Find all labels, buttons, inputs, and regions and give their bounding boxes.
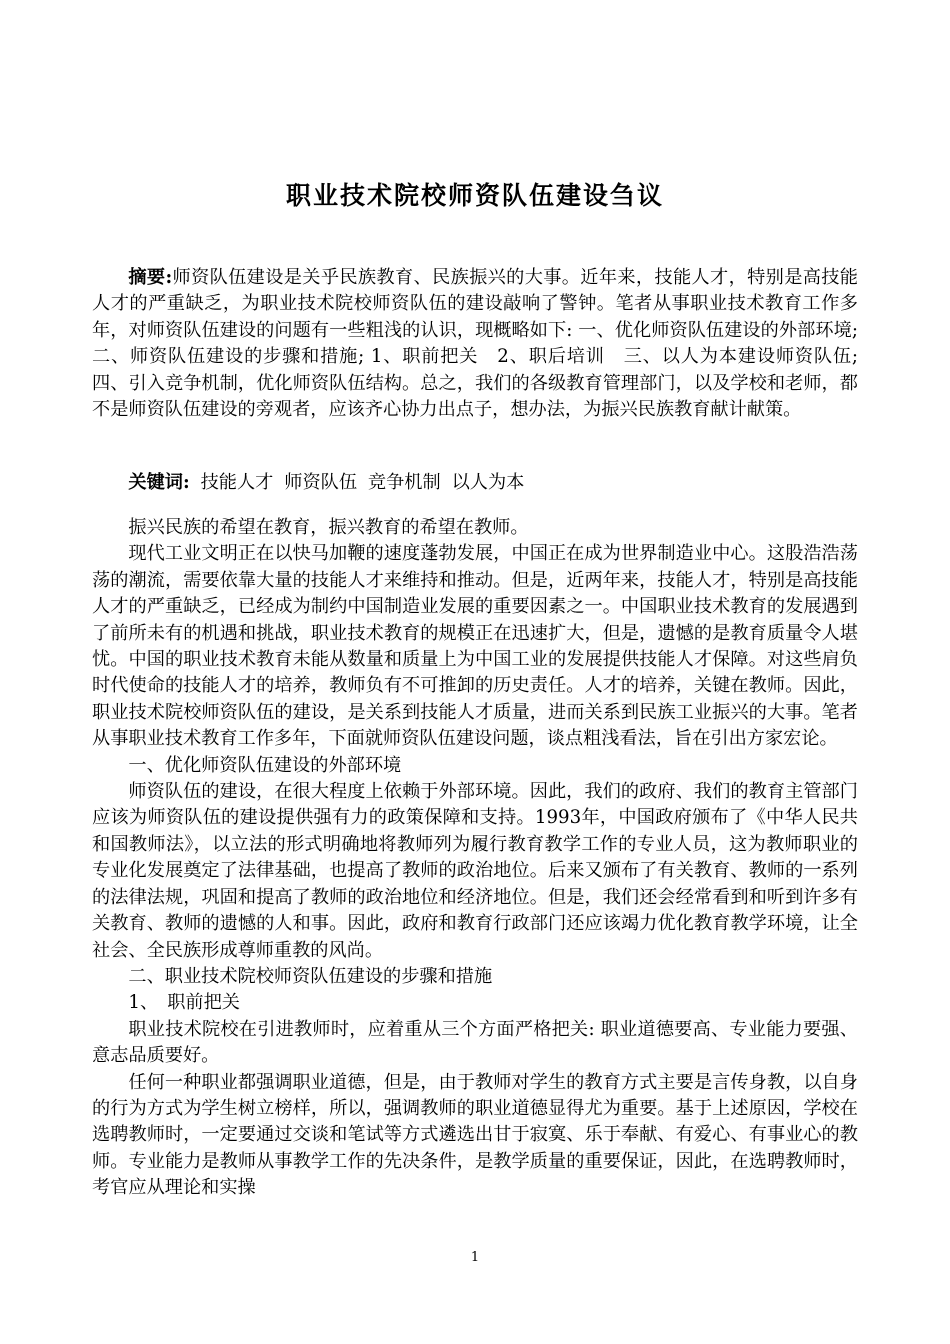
- abstract-section: [92, 265, 858, 423]
- keyword-item: 技能人才: [200, 472, 274, 493]
- section-heading: 二、职业技术院校师资队伍建设的步骤和措施: [128, 965, 493, 987]
- keywords-section: [92, 470, 858, 496]
- keywords-paragraph: [92, 470, 858, 496]
- keyword-item: 竞争机制: [367, 472, 441, 493]
- subsection-heading: 1、 职前把关: [128, 992, 240, 1014]
- abstract-text: 师资队伍建设是关乎民族教育、民族振兴的大事。近年来，技能人才，特别是高技能人才的严重缺乏，为职业技术院校师资队伍的建设敲响了警钟。笔者从事职业技术教育工作多年，对师资队伍建设的问题有一些粗浅的认识，现概略如下: 一、优化师资队伍建设的外部环境; 二、师资队伍建设的步骤和措施; 1、职前把关 2、职后培训 三、以人为本建设师资队伍; 四、引入竞争机制，优化师资队伍结构。总之，我们的各级教育管理部门，以及学校和老师，都不是师资队伍建设的旁观者，应该齐心协力出点子，想办法，为振兴民族教育献计献策。: [92, 267, 858, 421]
- section-heading: 一、优化师资队伍建设的外部环境: [128, 754, 402, 776]
- main-body: [92, 515, 858, 1202]
- body-paragraph: 现代工业文明正在以快马加鞭的速度蓬勃发展，中国正在成为世界制造业中心。这股浩浩荡荡的潮流，需要依靠大量的技能人才来维持和推动。但是，近两年来，技能人才，特别是高技能人才的严重缺乏，已经成为制约中国制造业发展的重要因素之一。中国职业技术教育的发展遇到了前所未有的机遇和挑战，职业技术教育的规模正在迅速扩大，但是，遗憾的是教育质量令人堪忧。中国的职业技术教育未能从数量和质量上为中国工业的发展提供技能人才保障。对这些肩负时代使命的技能人才的培养，教师负有不可推卸的历史责任。人才的培养，关键在教师。因此，职业技术院校师资队伍的建设，是关系到技能人才质量，进而关系到民族工业振兴的大事。笔者从事职业技术教育工作多年，下面就师资队伍建设问题，谈点粗浅看法，旨在引出方家宏论。: [92, 543, 858, 750]
- body-paragraph: 职业技术院校在引进教师时，应着重从三个方面严格把关: 职业道德要高、专业能力要强、意志品质要好。: [92, 1018, 858, 1067]
- keywords-label: 关键词:: [128, 472, 190, 493]
- body-paragraph: 振兴民族的希望在教育，振兴教育的希望在教师。: [128, 517, 529, 538]
- page-number: 1: [470, 1250, 480, 1265]
- abstract-paragraph: [92, 265, 858, 423]
- body-paragraph: 师资队伍的建设，在很大程度上依赖于外部环境。因此，我们的政府、我们的教育主管部门应该为师资队伍的建设提供强有力的政策保障和支持。1993年，中国政府颁布了《中华人民共和国教师法》，以立法的形式明确地将教师列为履行教育教学工作的专业人员，这为教师职业的专业化发展奠定了法律基础，也提高了教师的政治地位。后来又颁布了有关教育、教师的一系列的法律法规，巩固和提高了教师的政治地位和经济地位。但是，我们还会经常看到和听到许多有关教育、教师的遗憾的人和事。因此，政府和教育行政部门还应该竭力优化教育教学环境，让全社会、全民族形成尊师重教的风尚。: [92, 781, 858, 961]
- body-paragraph: 任何一种职业都强调职业道德，但是，由于教师对学生的教育方式主要是言传身教，以自身的行为方式为学生树立榜样，所以，强调教师的职业道德显得尤为重要。基于上述原因，学校在选聘教师时，一定要通过交谈和笔试等方式遴选出甘于寂寞、乐于奉献、有爱心、有事业心的教师。专业能力是教师从事教学工作的先决条件，是教学质量的重要保证，因此，在选聘教师时，考官应从理论和实操: [92, 1071, 858, 1199]
- abstract-label: 摘要:: [128, 267, 173, 288]
- keyword-item: 师资队伍: [284, 472, 358, 493]
- document-title: 职业技术院校师资队伍建设刍议: [285, 181, 664, 210]
- keyword-item: 以人为本: [451, 472, 525, 493]
